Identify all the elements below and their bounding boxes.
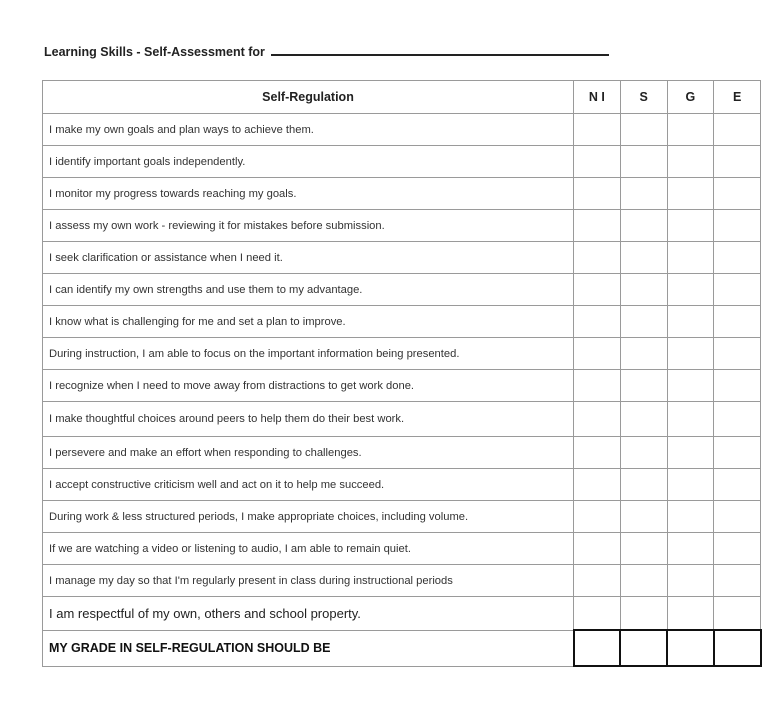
rating-cell-ni[interactable]: [574, 114, 621, 146]
rating-cell-s[interactable]: [620, 565, 667, 597]
statement-text: I accept constructive criticism well and act on it to help me succeed.: [43, 469, 574, 501]
statement-text: I seek clarification or assistance when I need it.: [43, 242, 574, 274]
rating-cell-e[interactable]: [714, 338, 761, 370]
column-header-e: E: [714, 81, 761, 114]
table-row: [43, 565, 761, 597]
grade-row: [43, 630, 761, 666]
rating-cell-ni[interactable]: [574, 146, 621, 178]
document-title: [44, 42, 609, 59]
rating-cell-e[interactable]: [714, 306, 761, 338]
rating-cell-e[interactable]: [714, 565, 761, 597]
rating-cell-s[interactable]: [620, 533, 667, 565]
table-row: [43, 338, 761, 370]
rating-cell-s[interactable]: [620, 178, 667, 210]
rating-cell-ni[interactable]: [574, 178, 621, 210]
table-row: [43, 210, 761, 242]
statement-text: I make my own goals and plan ways to achieve them.: [43, 114, 574, 146]
rating-cell-s[interactable]: [620, 306, 667, 338]
rating-cell-s[interactable]: [620, 437, 667, 469]
document-title-text: Learning Skills - Self-Assessment for: [44, 45, 265, 59]
table-row: [43, 501, 761, 533]
rating-cell-g[interactable]: [667, 469, 714, 501]
rating-cell-g[interactable]: [667, 501, 714, 533]
rating-cell-e[interactable]: [714, 146, 761, 178]
rating-cell-e[interactable]: [714, 402, 761, 437]
statement-text: I am respectful of my own, others and school property.: [43, 597, 574, 631]
statement-text: During work & less structured periods, I make appropriate choices, including volume.: [43, 501, 574, 533]
statement-text: I manage my day so that I'm regularly present in class during instructional periods: [43, 565, 574, 597]
rating-cell-s[interactable]: [620, 274, 667, 306]
rating-cell-s[interactable]: [620, 402, 667, 437]
grade-box-s[interactable]: [620, 630, 667, 666]
statement-text: I know what is challenging for me and set a plan to improve.: [43, 306, 574, 338]
section-header: Self-Regulation: [43, 81, 574, 114]
rating-cell-ni[interactable]: [574, 210, 621, 242]
table-row: [43, 533, 761, 565]
table-row: [43, 242, 761, 274]
grade-row-label: MY GRADE IN SELF-REGULATION SHOULD BE: [43, 630, 574, 666]
statement-text: During instruction, I am able to focus on the important information being presented.: [43, 338, 574, 370]
table-row: [43, 437, 761, 469]
rating-cell-g[interactable]: [667, 178, 714, 210]
rating-cell-e[interactable]: [714, 469, 761, 501]
rating-cell-ni[interactable]: [574, 274, 621, 306]
statement-text: I identify important goals independently.: [43, 146, 574, 178]
rating-cell-s[interactable]: [620, 597, 667, 631]
rating-cell-e[interactable]: [714, 597, 761, 631]
rating-cell-ni[interactable]: [574, 306, 621, 338]
statement-text: If we are watching a video or listening to audio, I am able to remain quiet.: [43, 533, 574, 565]
rating-cell-g[interactable]: [667, 402, 714, 437]
rating-cell-s[interactable]: [620, 146, 667, 178]
rating-cell-ni[interactable]: [574, 242, 621, 274]
rating-cell-g[interactable]: [667, 533, 714, 565]
rating-cell-s[interactable]: [620, 338, 667, 370]
rating-cell-s[interactable]: [620, 469, 667, 501]
rating-cell-g[interactable]: [667, 242, 714, 274]
rating-cell-g[interactable]: [667, 274, 714, 306]
grade-box-g[interactable]: [667, 630, 714, 666]
column-header-ni: N I: [574, 81, 621, 114]
rating-cell-ni[interactable]: [574, 469, 621, 501]
self-regulation-table: [42, 80, 762, 667]
rating-cell-g[interactable]: [667, 306, 714, 338]
statement-text: I persevere and make an effort when responding to challenges.: [43, 437, 574, 469]
name-blank-line[interactable]: [271, 42, 609, 56]
rating-cell-e[interactable]: [714, 210, 761, 242]
rating-cell-e[interactable]: [714, 178, 761, 210]
rating-cell-e[interactable]: [714, 242, 761, 274]
table-row: [43, 274, 761, 306]
rating-cell-e[interactable]: [714, 114, 761, 146]
rating-cell-g[interactable]: [667, 210, 714, 242]
rating-cell-g[interactable]: [667, 437, 714, 469]
rating-cell-ni[interactable]: [574, 402, 621, 437]
table-row: [43, 402, 761, 437]
table-row: [43, 114, 761, 146]
table-header-row: [43, 81, 761, 114]
rating-cell-g[interactable]: [667, 114, 714, 146]
rating-cell-ni[interactable]: [574, 533, 621, 565]
rating-cell-e[interactable]: [714, 437, 761, 469]
table-row: [43, 597, 761, 631]
rating-cell-ni[interactable]: [574, 597, 621, 631]
statement-text: I can identify my own strengths and use them to my advantage.: [43, 274, 574, 306]
rating-cell-g[interactable]: [667, 338, 714, 370]
table-row: [43, 146, 761, 178]
rating-cell-e[interactable]: [714, 533, 761, 565]
rating-cell-e[interactable]: [714, 501, 761, 533]
rating-cell-g[interactable]: [667, 565, 714, 597]
column-header-g: G: [667, 81, 714, 114]
rating-cell-g[interactable]: [667, 146, 714, 178]
rating-cell-ni[interactable]: [574, 370, 621, 402]
table-row: [43, 178, 761, 210]
grade-box-e[interactable]: [714, 630, 761, 666]
rating-cell-s[interactable]: [620, 114, 667, 146]
table-row: [43, 469, 761, 501]
rating-cell-ni[interactable]: [574, 565, 621, 597]
rating-cell-g[interactable]: [667, 597, 714, 631]
rating-cell-ni[interactable]: [574, 437, 621, 469]
statement-text: I make thoughtful choices around peers to help them do their best work.: [43, 402, 574, 437]
table-row: [43, 370, 761, 402]
rating-cell-s[interactable]: [620, 210, 667, 242]
column-header-s: S: [620, 81, 667, 114]
rating-cell-g[interactable]: [667, 370, 714, 402]
rating-cell-ni[interactable]: [574, 338, 621, 370]
statement-text: I monitor my progress towards reaching my goals.: [43, 178, 574, 210]
statement-text: I recognize when I need to move away from distractions to get work done.: [43, 370, 574, 402]
rating-cell-s[interactable]: [620, 370, 667, 402]
rating-cell-e[interactable]: [714, 370, 761, 402]
grade-box-ni[interactable]: [574, 630, 621, 666]
rating-cell-s[interactable]: [620, 501, 667, 533]
statement-text: I assess my own work - reviewing it for mistakes before submission.: [43, 210, 574, 242]
rating-cell-e[interactable]: [714, 274, 761, 306]
table-row: [43, 306, 761, 338]
rating-cell-s[interactable]: [620, 242, 667, 274]
rating-cell-ni[interactable]: [574, 501, 621, 533]
